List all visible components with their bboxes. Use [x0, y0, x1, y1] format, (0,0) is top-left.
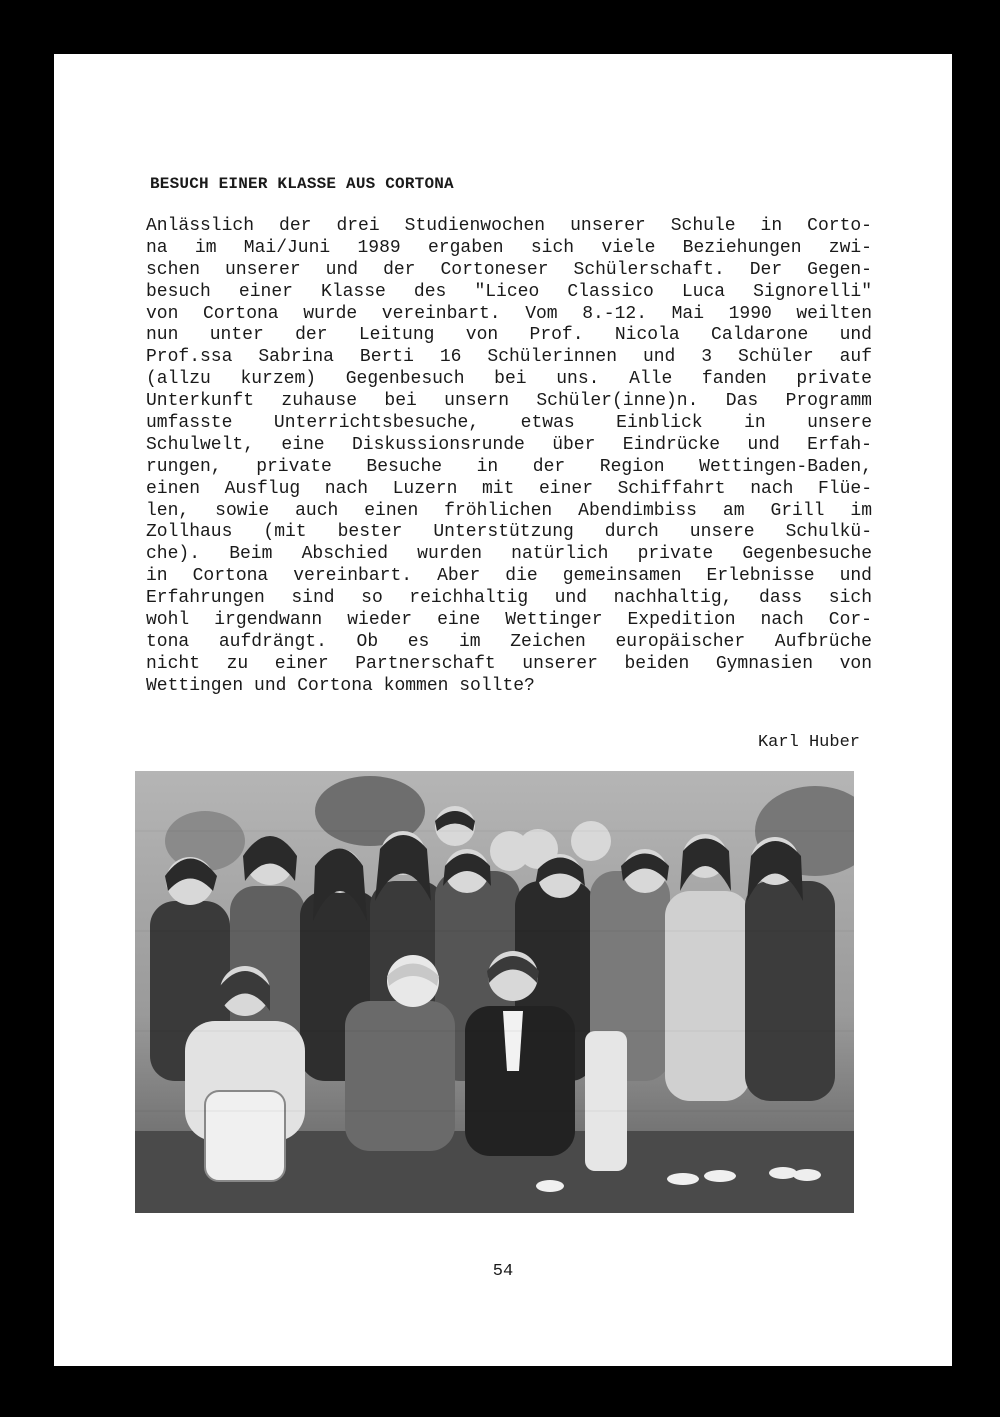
body-line: Prof.ssa Sabrina Berti 16 Schülerinnen und 3 Schüler auf: [146, 347, 872, 368]
body-line: tona aufdrängt. Ob es im Zeichen europäischer Aufbrüche: [146, 631, 872, 652]
page-number: 54: [492, 1262, 514, 1281]
body-line: Anlässlich der drei Studienwochen unserer Schule in Corto-: [146, 216, 872, 236]
body-line: Unterkunft zuhause bei unsern Schüler(inne)n. Das Programm: [146, 391, 872, 412]
body-line: wohl irgendwann wieder eine Wettinger Expedition nach Cor-: [146, 610, 872, 631]
body-line: von Cortona wurde vereinbart. Vom 8.-12. Mai 1990 weilten: [146, 303, 872, 324]
body-line: na im Mai/Juni 1989 ergaben sich viele Beziehungen zwi-: [146, 237, 872, 258]
body-line: schen unserer und der Cortoneser Schülerschaft. Der Gegen-: [146, 259, 872, 280]
body-line: Erfahrungen sind so reichhaltig und nachhaltig, dass sich: [146, 588, 872, 609]
author-signature: Karl Huber: [757, 733, 860, 752]
body-line: rungen, private Besuche in der Region Wettingen-Baden,: [146, 456, 872, 477]
group-photo: [135, 771, 854, 1213]
body-line: einen Ausflug nach Luzern mit einer Schiffahrt nach Flüe-: [146, 478, 872, 499]
body-line: Schulwelt, eine Diskussionsrunde über Eindrücke und Erfah-: [146, 434, 872, 455]
body-line: che). Beim Abschied wurden natürlich private Gegenbesuche: [146, 544, 872, 565]
body-line: Zollhaus (mit bester Unterstützung durch unsere Schulkü-: [146, 522, 872, 543]
article-title: BESUCH EINER KLASSE AUS CORTONA: [150, 175, 454, 193]
body-line: in Cortona vereinbart. Aber die gemeinsamen Erlebnisse und: [146, 566, 872, 587]
body-line-last: Wettingen und Cortona kommen sollte?: [146, 675, 535, 696]
body-line: len, sowie auch einen fröhlichen Abendimbiss am Grill im: [146, 500, 872, 521]
document-page: [54, 54, 952, 1366]
body-line: (allzu kurzem) Gegenbesuch bei uns. Alle fanden private: [146, 369, 872, 390]
body-line: nicht zu einer Partnerschaft unserer beiden Gymnasien von: [146, 653, 872, 674]
body-line: nun unter der Leitung von Prof. Nicola Caldarone und: [146, 325, 872, 346]
body-line: besuch einer Klasse des "Liceo Classico Luca Signorelli": [146, 281, 872, 302]
article-body: [146, 216, 872, 698]
body-line: umfasste Unterrichtsbesuche, etwas Einblick in unsere: [146, 413, 872, 434]
